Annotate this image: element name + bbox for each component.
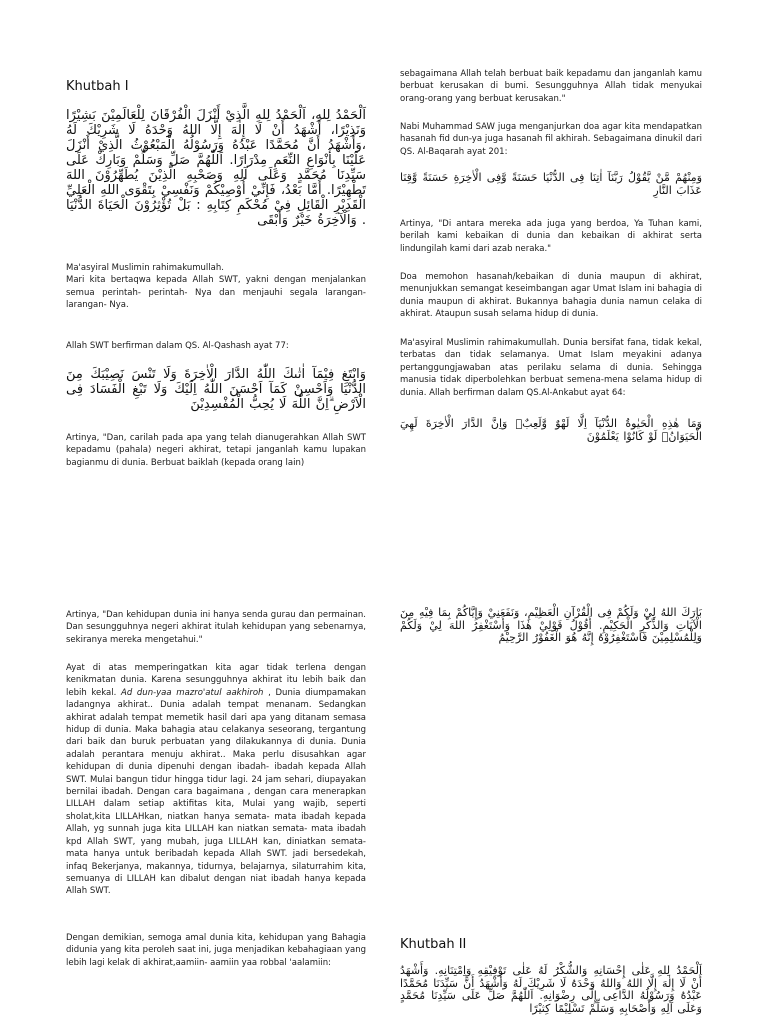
para5-text-a: Ayat di atas memperingatkan kita agar tidak terlena dengan kenikmatan dunia. Karena sesungguhnya akhirat itu lebih baik dan lebih kekal. — [66, 663, 366, 698]
arabic-baqarah-201: وَمِنْهُمْ مَّنْ يَّقُوْلُ رَبَّنَآ اٰتِنَا فِى الدُّنْيَا حَسَنَةً وَّفِى الْاٰخِرَةِ حَسَنَةً وَّقِنَا عَذَابَ النَّارِ — [400, 171, 702, 197]
paragraph-baqarah-translation: Artinya, "Di antara mereka ada juga yang berdoa, Ya Tuhan kami, berilah kami kebaikan di dunia dan kebaikan di akhirat serta lindungilah kami dari azab neraka." — [400, 219, 702, 254]
paragraph-qashash-translation-cont: sebagaimana Allah telah berbuat baik kepadamu dan janganlah kamu berbuat kerusakan di bumi. Sesungguhnya Allah tidak menyukai orang-orang yang berbuat kerusakan." — [400, 69, 702, 104]
arabic-khutbah-2: اَلْحَمْدُ لِلهِ عَلٰى إِحْسَانِهِ وَالشُّكْرُ لَهُ عَلٰى تَوْفِيْقِهِ وَاِمْتِنَانِهِ. وَأَشْهَدُ أَنْ لَا إِلٰهَ إِلَّا اللهُ وَاللهُ وَحْدَهُ لَا شَرِيْكَ لَهُ وَأَشْهَدُ أَنَّ سَيِّدَنَا مُحَمَّدًا عَبْدُهُ وَرَسُوْلُهُ الدَّاعِى إِلَى رِضْوَانِهِ. اَللّٰهُمَّ صَلِّ عَلَى سَيِّدِنَا مُحَمَّدٍ وَعَلَى آلِهِ وَأَصْحَابِهِ وَسَلِّمْ تَسْلِيْمًا كِثيْرًا — [400, 964, 702, 1015]
paragraph-qashash-intro: Allah SWT berfirman dalam QS. Al-Qashash ayat 77: — [66, 341, 289, 351]
khutbah-1-title: Khutbah I — [66, 79, 129, 94]
paragraph-qashash-translation: Artinya, "Dan, carilah pada apa yang telah dianugerahkan Allah SWT kepadamu (pahala) negeri akhirat, tetapi janganlah kamu lupakan bagianmu di dunia. Berbuat baiklah (kepada orang lain) — [66, 433, 366, 468]
khutbah-2-title: Khutbah II — [400, 937, 467, 952]
paragraph-ankabut-translation: Artinya, "Dan kehidupan dunia ini hanya senda gurau dan permainan. Dan sesungguhnya negeri akhirat itulah kehidupan yang sebenarnya, sekiranya mereka mengetahui." — [66, 610, 366, 645]
paragraph-hasanah: Doa memohon hasanah/kebaikan di dunia maupun di akhirat, menunjukkan semangat keseimbangan agar Umat Islam ini bahagia di dunia maupun di akhirat. Bukannya bahagia dunia namun celaka di akhirat. Ataupun susah selama hidup di dunia. — [400, 272, 702, 320]
para5-text-b: , Dunia diumpamakan ladangnya akhirat.. Dunia adalah tempat menanam. Sedangkan akhirat adalah tempat memetik hasil dari apa yang ditanam semasa hidup di dunia. Maka bahagia atau celakanya seseorang, tergantung dari baik dan buruk perbuatan yang dilakukannya di dunia. Dunia adalah perantara menuju akhirat.. Maka perlu disusahkan agar kehidupan di dunia dipenuhi dengan ibadah- ibadah kepada Allah SWT. Mulai bangun tidur hingga tidur lagi. 24 jam sehari, diupayakan bernilai ibadah. Dengan cara bagaimana , dengan cara menerapkan LILLAH dalam setiap aktifitas kita, Mulai yang wajib, seperti sholat,kita LILLAHkan, niatkan hanya semata- mata ibadah kepada Allah, yg sunnah juga kita LILLAH kan niatkan semata- mata ibadah kpd Allah SWT, yang mubah, juga LILLAH kan, diniatkan semata- mata hanya untuk beribadah kepada Allah SWT. jadi bersedekah, infaq Bekerjanya, makannya, tidurnya, belajarnya, silaturrahim kita, semuanya di LILLAH kan dibalut dengan niat ibadah hanya kepada Allah SWT. — [66, 687, 366, 897]
paragraph-penutup: Dengan demikian, semoga amal dunia kita, kehidupan yang Bahagia didunia yang kita peroleh saat ini, juga menjadikan kebahagiaan yang lebih lagi kelak di akhirat,aamiin- aamiin yaa robbal 'aalamiin: — [66, 933, 366, 968]
paragraph-ladang-akhirat — [66, 662, 366, 898]
para5-italic-phrase: Ad dun-yaa mazro'atul aakhiroh — [121, 687, 269, 698]
paragraph-doa-intro: Nabi Muhammad SAW juga menganjurkan doa agar kita mendapatkan hasanah fid dun-ya juga hasanah fil akhirah. Sebagaimana dinukil dari QS. Al-Baqarah ayat 201: — [400, 122, 702, 157]
paragraph-bertaqwa: Ma'asyiral Muslimin rahimakumullah. Mari kita bertaqwa kepada Allah SWT, yakni dengan menjalankan semua perintah- perintah- Nya dan menjauhi segala larangan- larangan- Nya. — [66, 263, 366, 311]
arabic-ankabut-64: وَمَا هٰذِهِ الْحَيٰوةُ الدُّنْيَآ اِلَّا لَهْوٌ وَّلَعِبٌۗ وَاِنَّ الدَّارَ الْاٰخِرَةَ لَهِيَ الْحَيَوَانُۘ لَوْ كَانُوْا يَعْلَمُوْنَ — [400, 417, 702, 443]
arabic-opening-text: اَلْحَمْدُ لِلهِ، اَلْحَمْدُ لِلهِ الَّذِيْ أَنْزَلَ الْفُرْقَانَ لِلْعَالَمِيْنَ بَشِيْرًا وَنَذِيْرًا، أَشْهَدُ أَنْ لَا إِلٰهَ إِلَّا اللهُ وَحْدَهُ لَا شَرِيْكَ لَهُ ،وَأَشْهَدُ أَنَّ مُحَمَّدًا عَبْدُهُ وَرَسُوْلُهُ الْمَبْعُوْثُ الَّذِيْ أَنْزَلَ عَلَيْنَا بِأَنْوَاعِ النِّعَمِ مِدْرَارًا. اَللّٰهُمَّ صَلِّ وَسَلِّمْ وَبَارِكْ عَلَى سَيِّدِنَا مُحَمَّدٍ وَعَلَى آلِهِ وَصَحْبِهِ الَّذِيْنَ يُطَهِّرُوْنَ اللهَ تَطْهِيْرًا. أَمَّا بَعْدُ، فَإِنِّيْ أُوْصِيْكُمْ وَنَفْسِيْ بِتَقْوَى اللهِ الْعَلِيِّ الْقَدِيْرِ الْقَائِلِ فِيْ مُحْكَمِ كِتَابِهِ : بَلْ تُؤْثِرُوْنَ الْحَيَاةَ الدُّنْيَا . وَالْآخِرَةُ خَيْرٌ وَأَبْقَى — [66, 108, 366, 228]
paragraph-dunia-fana: Ma'asyiral Muslimin rahimakumullah. Dunia bersifat fana, tidak kekal, terbatas dan tidak selamanya. Umat Islam meyakini adanya pertanggungjawaban atas perilaku selama di dunia. Sehingga manusia tidak diperbolehkan berbuat semena-mena selama hidup di dunia. Allah berfirman dalam QS.Al-Ankabut ayat 64: — [400, 338, 702, 398]
arabic-closing-doa: بَارَكَ اللهُ لِيْ وَلَكُمْ فِى الْقُرْآنِ الْعَظِيْمِ، وَنَفَعَنِيْ وَإِيَّاكُمْ بِمَا فِيْهِ مِنَ الْآيَاتِ وَالذِّكْرِ الْحَكِيْمِ. أَقُوْلُ قَوْلِيْ هٰذَا وَأَسْتَغْفِرُ اللهَ لِيْ وَلَكُمْ وَلِلْمُسْلِمِيْنَ فَاسْتَغْفِرُوْهُ إِنَّهُ هُوَ الْغَفُوْرُ الرَّحِيْمُ — [400, 606, 702, 644]
arabic-qashash-77: وَابْتَغِ فِيْمَآ اٰتٰىكَ اللّٰهُ الدَّارَ الْاٰخِرَةَ وَلَا تَنْسَ نَصِيْبَكَ مِنَ الدُّنْيَا وَاَحْسِنْ كَمَآ اَحْسَنَ اللّٰهُ اِلَيْكَ وَلَا تَبْغِ الْفَسَادَ فِى الْاَرْضِ ۗاِنَّ اللّٰهَ لَا يُحِبُّ الْمُفْسِدِيْنَ — [66, 367, 366, 412]
